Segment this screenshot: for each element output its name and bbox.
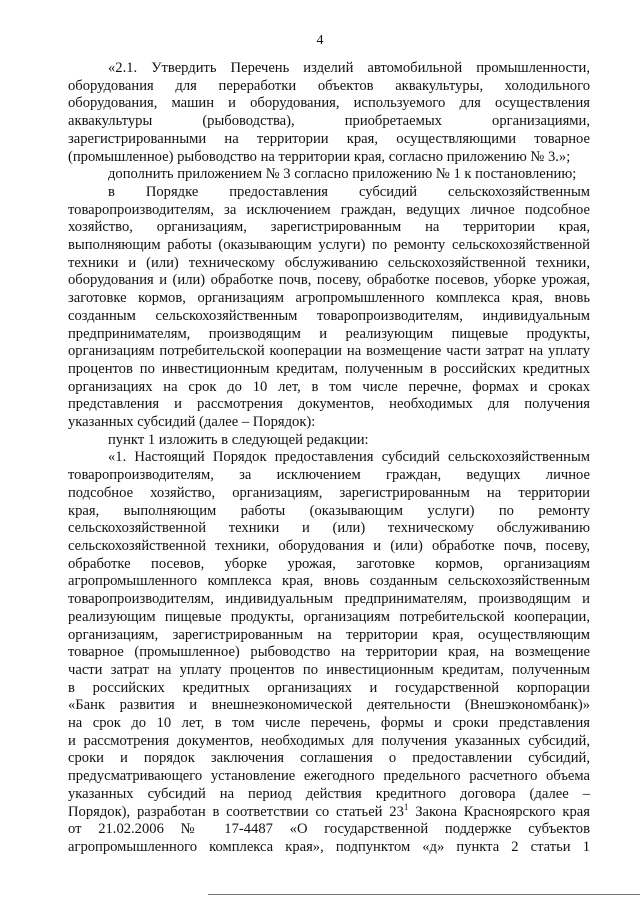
text-line (68, 801, 590, 822)
text-line (68, 290, 590, 308)
text-line-content: «Банк развития и внешнеэкономической деятельности (Внешэкономбанк)» (68, 697, 590, 714)
text-line (68, 503, 590, 521)
text-line (68, 591, 590, 609)
text-line (68, 697, 590, 715)
text-line-content: и рассмотрения документов, необходимых для получения указанных субсидий, (68, 732, 590, 749)
text-line-content: предусматривающего установление ежегодного предельного расчетного объема (68, 768, 590, 785)
document-body (68, 60, 590, 857)
text-line-content: сельскохозяйственной техники, оборудования и (или) обработке почв, посеву, (68, 537, 590, 554)
text-line (68, 237, 590, 255)
footer-rule (208, 894, 640, 895)
text-line (68, 449, 590, 467)
text-line (68, 786, 590, 804)
text-line (68, 467, 590, 485)
text-line (68, 644, 590, 662)
text-line-content: процентов по инвестиционным кредитам, полученным в российских кредитных (68, 360, 590, 377)
text-line (68, 573, 590, 591)
text-line (68, 255, 590, 273)
text-line (68, 715, 590, 733)
text-line (68, 272, 590, 290)
text-line (68, 131, 590, 149)
text-line-content: оборудования и (или) обработке почв, посеву, обработке посевов, уборке урожая, (68, 272, 590, 289)
text-line (68, 113, 590, 131)
text-line-content: хозяйство, организациям, зарегистрированным на территории края, (68, 219, 590, 236)
text-line-content: товаропроизводителям, за исключением граждан, ведущих личное подсобное (68, 201, 590, 218)
text-line-content: заготовке кормов, организациям агропромышленного комплекса края, вновь (68, 290, 590, 307)
text-line (68, 308, 590, 326)
text-line (68, 343, 590, 361)
text-line-content: предпринимателям, производящим и реализующим пищевые продукты, (68, 325, 590, 342)
text-line-content: от 21.02.2006 № 17-4487 «О государственной поддержке субъектов (68, 821, 590, 838)
text-line (68, 396, 590, 414)
text-line (68, 149, 590, 167)
text-line (68, 609, 590, 627)
text-line (68, 750, 590, 768)
text-line (68, 627, 590, 645)
text-line-content: организациям, зарегистрированным на территории края, осуществляющим (68, 626, 590, 643)
text-line (68, 60, 590, 78)
text-line (68, 768, 590, 786)
text-line-content: обработке посевов, уборке урожая, заготовке кормов, организациям (68, 555, 590, 572)
text-line-content: пункт 1 изложить в следующей редакции: (108, 431, 369, 448)
text-line (68, 538, 590, 556)
text-line (68, 733, 590, 751)
text-line-content: товаропроизводителям, индивидуальным предпринимателям, производящим и (68, 591, 590, 608)
text-line-content: организациям потребительской кооперации на возмещение части затрат на уплату (68, 343, 590, 360)
text-line (68, 202, 590, 220)
text-line-content: Порядок), разработан в соответствии со статьей 23 (68, 803, 404, 820)
text-line-content: созданным сельскохозяйственным товаропроизводителям, индивидуальным (68, 307, 590, 324)
text-line (68, 839, 590, 857)
text-line (68, 361, 590, 379)
text-line-content: «2.1. Утвердить Перечень изделий автомобильной промышленности, (108, 60, 590, 76)
text-line-content: организациях на срок до 10 лет, в том числе перечне, формах и сроках (68, 378, 590, 395)
text-line-content: оборудования для переработки объектов аквакультуры, холодильного (68, 77, 590, 94)
text-line-content: агропромышленного комплекса края, вновь созданным сельскохозяйственным (68, 573, 590, 590)
text-line (68, 414, 590, 432)
text-line (68, 821, 590, 839)
text-line-content: части затрат на уплату процентов по инвестиционным кредитам, полученным (68, 661, 590, 678)
text-line (68, 379, 590, 397)
text-line-content: выполняющим работы (оказывающим услуги) по ремонту сельскохозяйственной (68, 237, 590, 254)
text-line (68, 166, 590, 184)
text-line-content: реализующим пищевые продукты, организациям потребительской кооперации, (68, 608, 590, 625)
text-line-content: техники и (или) техническому обслуживанию сельскохозяйственной техники, (68, 254, 590, 271)
text-line (68, 184, 590, 202)
text-line-content: в Порядке предоставления субсидий сельскохозяйственным (108, 183, 590, 200)
text-line-content: «1. Настоящий Порядок предоставления субсидий сельскохозяйственным (108, 449, 590, 466)
text-line (68, 680, 590, 698)
text-line (68, 520, 590, 538)
text-line-content: дополнить приложением № 3 согласно приложению № 1 к постановлению; (108, 166, 577, 183)
superscript: 1 (403, 801, 409, 812)
text-line-content: аквакультуры (рыбоводства), приобретаемых организациями, (68, 113, 590, 130)
text-line (68, 326, 590, 344)
text-line-content: оборудования, машин и оборудования, используемого для осуществления (68, 95, 590, 112)
text-line (68, 95, 590, 113)
text-line-content: указанных субсидий на период действия кредитного договора (далее – (68, 785, 590, 802)
page-number: 4 (316, 33, 324, 48)
text-line-content: сельскохозяйственной техники и (или) техническому обслуживанию (68, 520, 590, 537)
text-line (68, 78, 590, 96)
text-line-content: на срок до 10 лет, в том числе перечень, формы и сроки представления (68, 715, 590, 732)
text-line-content: края, выполняющим работы (оказывающим услуги) по ремонту (68, 502, 590, 519)
text-line-content: представления и рассмотрения документов, необходимых для получения (68, 396, 590, 413)
text-line (68, 662, 590, 680)
text-line-content: сроки и порядок заключения соглашения о предоставлении субсидий, (68, 750, 590, 767)
text-line-content: указанных субсидий (далее – Порядок): (68, 414, 316, 431)
text-line (68, 556, 590, 574)
text-line-content: в российских кредитных организациях и государственной корпорации (68, 679, 590, 696)
text-line-content: товарное (промышленное) рыбоводство на территории края, на возмещение (68, 644, 590, 661)
text-line-content: агропромышленного комплекса края», подпунктом «д» пункта 2 статьи 1 (68, 838, 590, 855)
text-line (68, 432, 590, 450)
text-line-tail: Закона Красноярского края (408, 803, 590, 820)
text-line (68, 485, 590, 503)
text-line-content: (промышленное) рыбоводство на территории края, согласно приложению № 3.»; (68, 148, 571, 165)
text-line-content: подсобное хозяйство, организациям, зарегистрированным на территории (68, 484, 590, 501)
text-line (68, 219, 590, 237)
text-line-content: товаропроизводителям, за исключением граждан, ведущих личное (68, 467, 590, 484)
text-line-content: зарегистрированными на территории края, осуществляющими товарное (68, 130, 590, 147)
